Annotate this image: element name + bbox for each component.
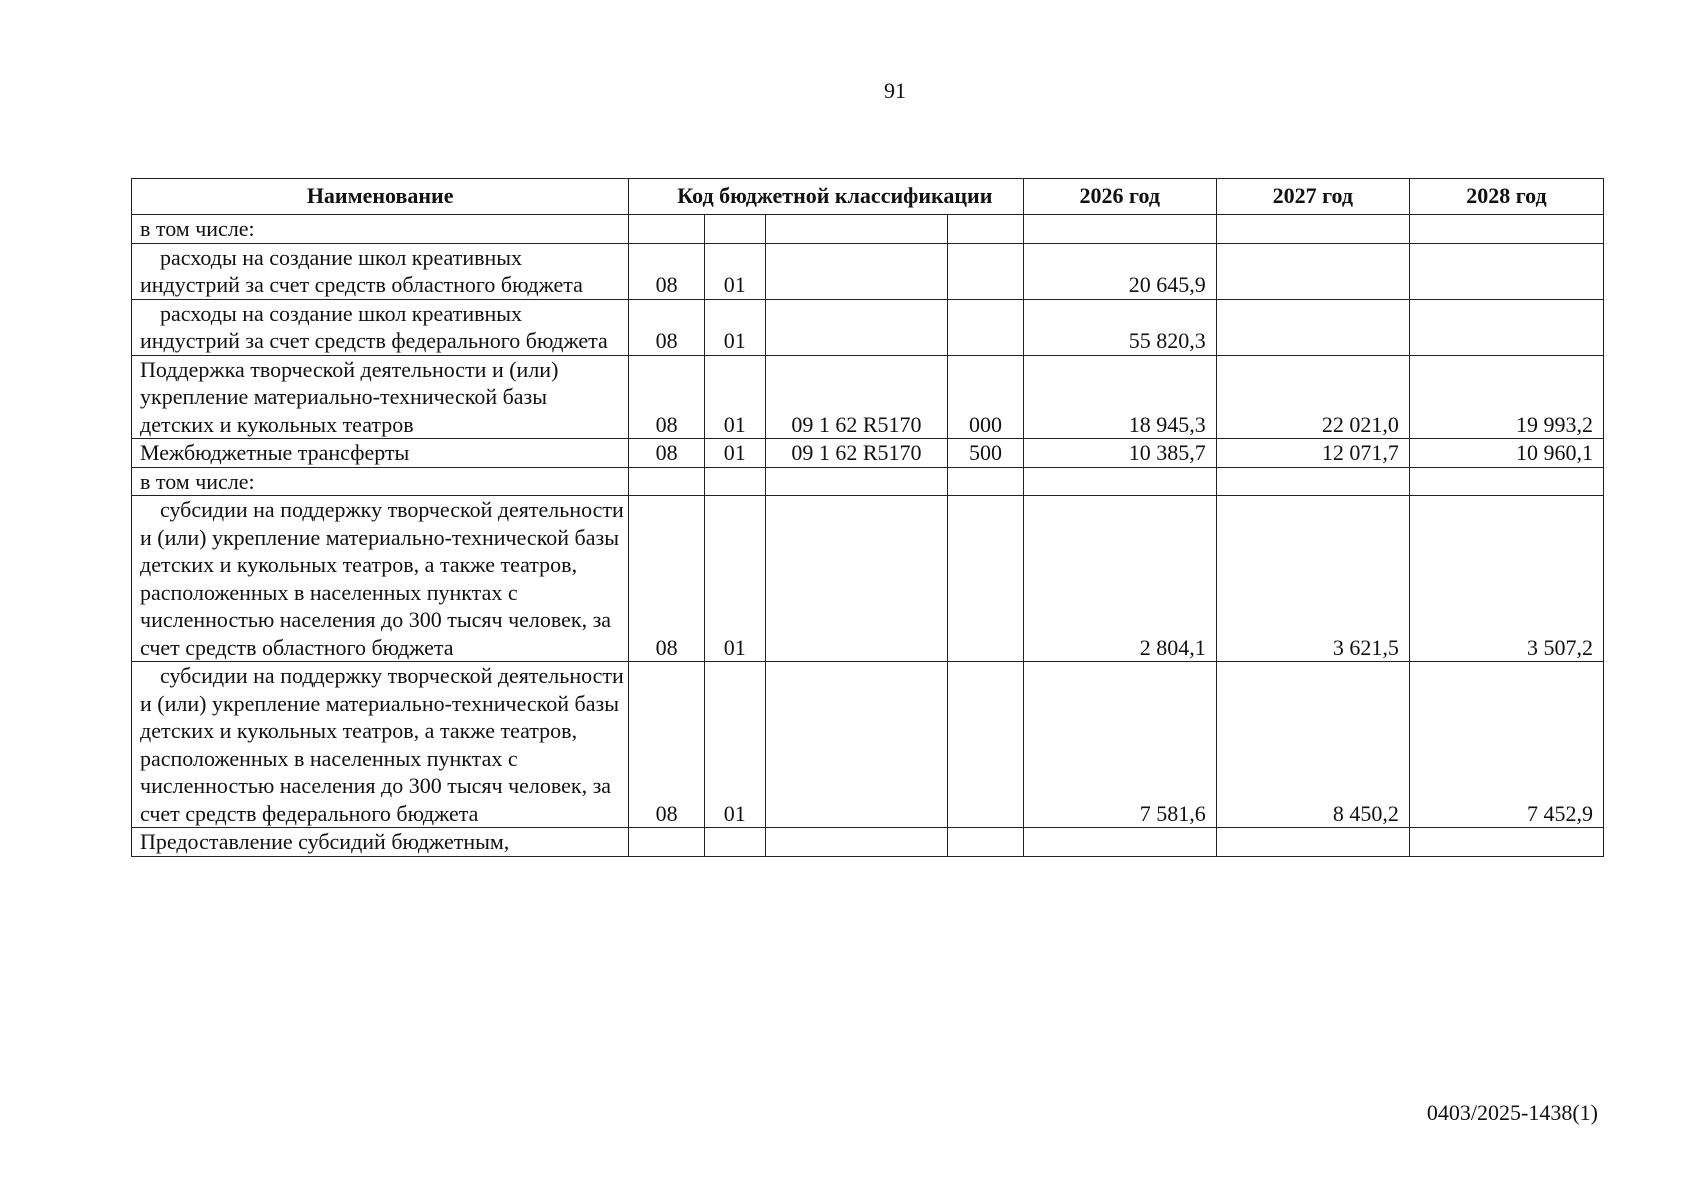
row-value-2026: [1023, 828, 1216, 857]
header-code: Код бюджетной классификации: [629, 179, 1023, 215]
row-value-2027: [1216, 828, 1409, 857]
row-subsection-code: [704, 215, 765, 244]
row-value-2026: 55 820,3: [1023, 299, 1216, 355]
table-row: [132, 215, 1604, 244]
header-2026: 2026 год: [1023, 179, 1216, 215]
header-2028: 2028 год: [1409, 179, 1603, 215]
row-expense-type: [948, 467, 1024, 496]
row-section-code: [629, 215, 705, 244]
row-value-2026: 2 804,1: [1023, 496, 1216, 662]
table-row: [132, 243, 1604, 299]
row-value-2027: 8 450,2: [1216, 662, 1409, 828]
row-value-2026: 7 581,6: [1023, 662, 1216, 828]
row-expense-type: 500: [948, 439, 1024, 468]
header-name: Наименование: [132, 179, 629, 215]
table-row: [132, 662, 1604, 828]
row-subsection-code: [704, 828, 765, 857]
row-section-code: 08: [629, 496, 705, 662]
row-value-2028: [1409, 828, 1603, 857]
row-name: в том числе:: [132, 467, 629, 496]
header-2027: 2027 год: [1216, 179, 1409, 215]
row-value-2027: 3 621,5: [1216, 496, 1409, 662]
row-name: в том числе:: [132, 215, 629, 244]
budget-table: [131, 178, 1604, 857]
row-value-2027: 12 071,7: [1216, 439, 1409, 468]
row-value-2027: 22 021,0: [1216, 355, 1409, 439]
row-value-2027: [1216, 299, 1409, 355]
row-value-2028: [1409, 467, 1603, 496]
table-row: [132, 439, 1604, 468]
row-section-code: 08: [629, 662, 705, 828]
row-expense-type: [948, 215, 1024, 244]
page-number: 91: [884, 78, 906, 103]
document-registration-code: 0403/2025-1438(1): [1426, 1100, 1598, 1125]
table-row: [132, 467, 1604, 496]
row-subsection-code: 01: [704, 299, 765, 355]
table-row: [132, 828, 1604, 857]
row-value-2026: [1023, 215, 1216, 244]
row-value-2028: [1409, 243, 1603, 299]
row-target-article: [765, 828, 948, 857]
row-name: расходы на создание школ креативных индустрий за счет средств федерального бюджета: [132, 299, 629, 355]
row-subsection-code: 01: [704, 439, 765, 468]
row-value-2028: 10 960,1: [1409, 439, 1603, 468]
row-section-code: 08: [629, 299, 705, 355]
row-value-2026: 10 385,7: [1023, 439, 1216, 468]
row-subsection-code: 01: [704, 243, 765, 299]
row-name: субсидии на поддержку творческой деятельности и (или) укрепление материально-технической базы детских и кукольных театров, а также театров, расположенных в населенных пунктах с численностью населения до 300 тысяч человек, за счет средств областного бюджета: [132, 496, 629, 662]
row-target-article: [765, 299, 948, 355]
row-expense-type: [948, 662, 1024, 828]
row-value-2028: [1409, 215, 1603, 244]
row-name: Поддержка творческой деятельности и (или) укрепление материально-технической базы детских и кукольных театров: [132, 355, 629, 439]
row-section-code: 08: [629, 439, 705, 468]
row-value-2026: 20 645,9: [1023, 243, 1216, 299]
row-name: субсидии на поддержку творческой деятельности и (или) укрепление материально-технической базы детских и кукольных театров, а также театров, расположенных в населенных пунктах с численностью населения до 300 тысяч человек, за счет средств федерального бюджета: [132, 662, 629, 828]
table-row: [132, 496, 1604, 662]
table-row: [132, 355, 1604, 439]
row-target-article: [765, 467, 948, 496]
row-section-code: [629, 467, 705, 496]
row-expense-type: [948, 299, 1024, 355]
row-value-2028: 7 452,9: [1409, 662, 1603, 828]
row-section-code: 08: [629, 355, 705, 439]
row-target-article: [765, 243, 948, 299]
row-name: Предоставление субсидий бюджетным,: [132, 828, 629, 857]
row-value-2027: [1216, 467, 1409, 496]
row-expense-type: [948, 243, 1024, 299]
row-target-article: 09 1 62 R5170: [765, 355, 948, 439]
row-target-article: [765, 662, 948, 828]
row-target-article: 09 1 62 R5170: [765, 439, 948, 468]
row-subsection-code: 01: [704, 662, 765, 828]
row-subsection-code: 01: [704, 496, 765, 662]
row-section-code: [629, 828, 705, 857]
row-value-2026: [1023, 467, 1216, 496]
row-value-2028: [1409, 299, 1603, 355]
row-name: расходы на создание школ креативных индустрий за счет средств областного бюджета: [132, 243, 629, 299]
row-expense-type: 000: [948, 355, 1024, 439]
row-expense-type: [948, 828, 1024, 857]
row-target-article: [765, 215, 948, 244]
row-name: Межбюджетные трансферты: [132, 439, 629, 468]
row-value-2028: 19 993,2: [1409, 355, 1603, 439]
header-row: [132, 179, 1604, 215]
row-section-code: 08: [629, 243, 705, 299]
row-target-article: [765, 496, 948, 662]
row-subsection-code: 01: [704, 355, 765, 439]
row-subsection-code: [704, 467, 765, 496]
row-expense-type: [948, 496, 1024, 662]
row-value-2027: [1216, 215, 1409, 244]
row-value-2028: 3 507,2: [1409, 496, 1603, 662]
row-value-2026: 18 945,3: [1023, 355, 1216, 439]
row-value-2027: [1216, 243, 1409, 299]
table-row: [132, 299, 1604, 355]
